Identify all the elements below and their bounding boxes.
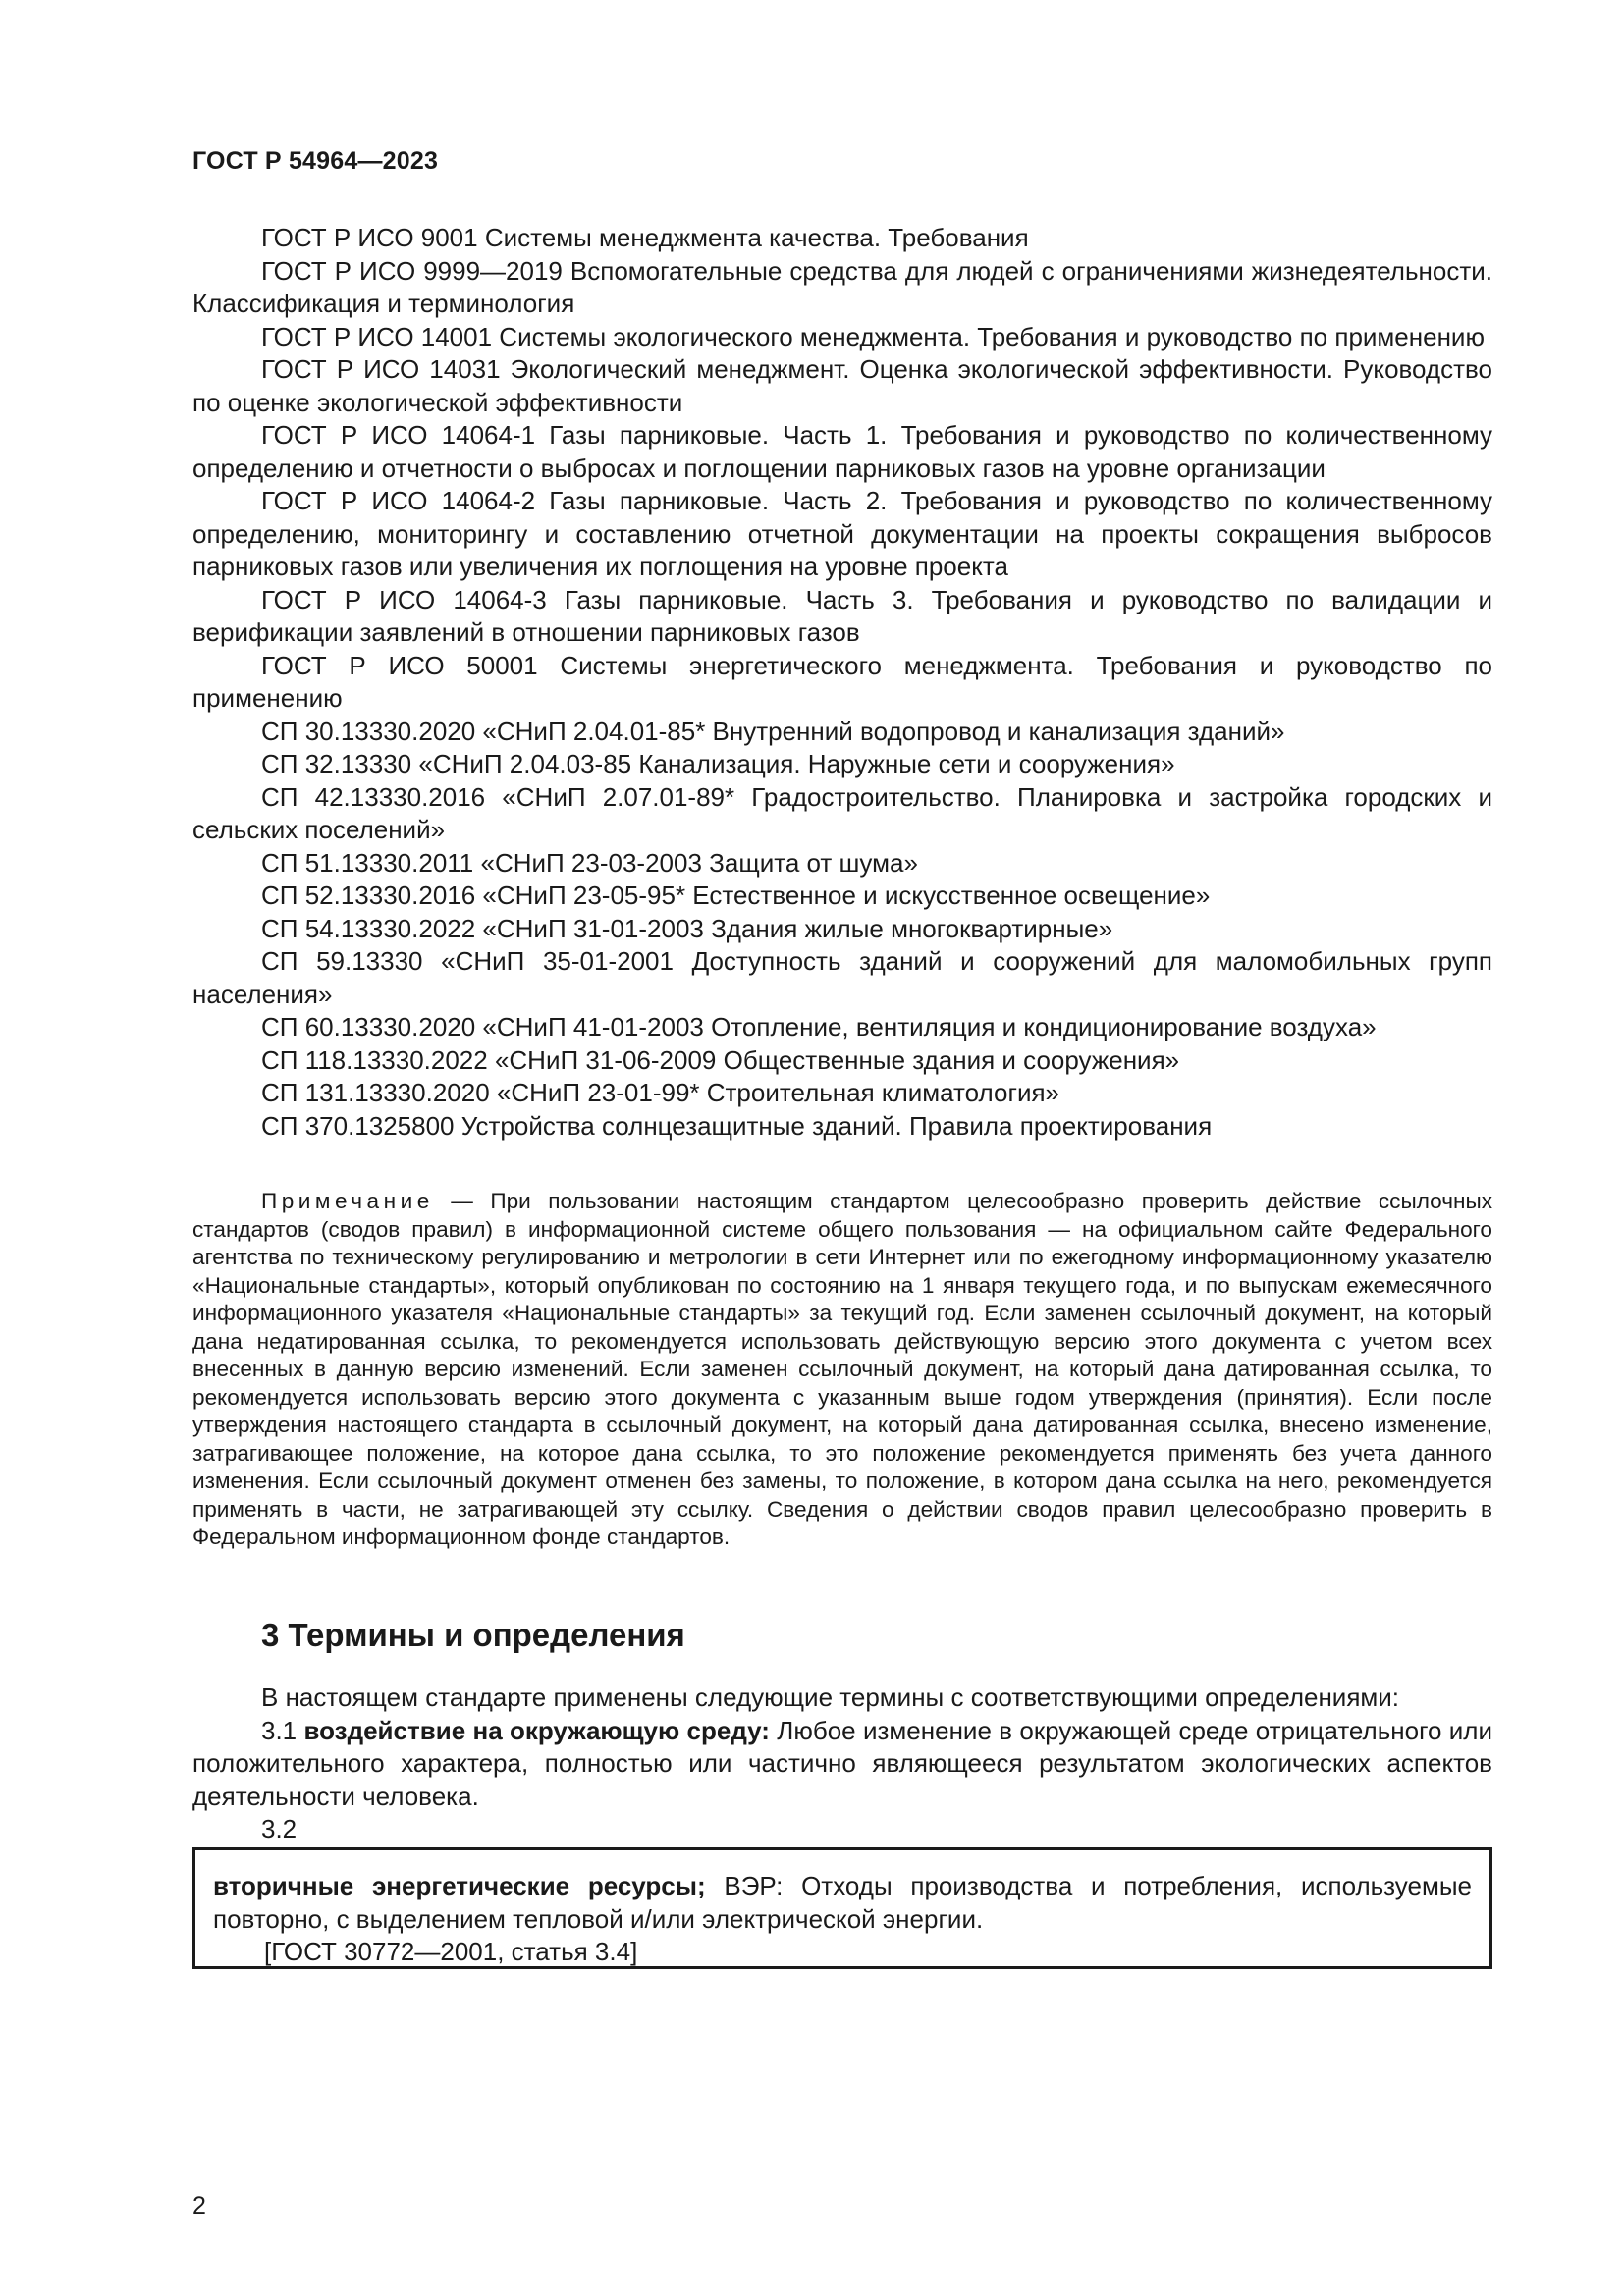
reference-item: СП 54.13330.2022 «СНиП 31-01-2003 Здания жилые многоквартирные» [261,913,1113,943]
note-block [192,1188,1492,1552]
term-name: воздействие на окружающую среду: [303,1715,770,1745]
reference-item: ГОСТ Р ИСО 14031 Экологический менеджмент. Оценка экологической эффективности. Руководство по оценке экологической эффективности [192,354,1492,417]
reference-item: СП 370.1325800 Устройства солнцезащитные зданий. Правила проектирования [261,1110,1213,1141]
term-source: [ГОСТ 30772—2001, статья 3.4] [264,1937,638,1966]
reference-item: СП 118.13330.2022 «СНиП 31-06-2009 Общественные здания и сооружения» [261,1044,1180,1075]
note-text: — При пользовании настоящим стандартом целесообразно проверить действие ссылочных стандартов (сводов правил) в информационной системе общего пользования — на официальном сайте Федерального агентства по техническому регулированию и метрологии в сети Интернет или по ежегодному информационному указателю «Национальные стандарты», который опубликован по состоянию на 1 января текущего года, и по выпускам ежемесячного информационного указателя «Национальные стандарты» за текущий год. Если заменен ссылочный документ, на который дана недатированная ссылка, то рекомендуется использовать действующую версию этого документа с учетом всех внесенных в данную версию изменений. Если заменен ссылочный документ, на который дана датированная ссылка, то рекомендуется использовать версию этого документа с указанным выше годом утверждения (принятия). Если после утверждения настоящего стандарта в ссылочный документ, на который дана датированная ссылка, внесено изменение, затрагивающее положение, на которое дана ссылка, то это положение рекомендуется применять без учета данного изменения. Если ссылочный документ отменен без замены, то положение, в котором дана ссылка на него, рекомендуется применять в части, не затрагивающей эту ссылку. Сведения о действии сводов правил целесообразно проверить в Федеральном информационном фонде стандартов. [192,1189,1492,1549]
reference-item: СП 30.13330.2020 «СНиП 2.04.01-85* Внутренний водопровод и канализация зданий» [261,716,1285,746]
reference-item: ГОСТ Р ИСО 14064-3 Газы парниковые. Часть 3. Требования и руководство по валидации и верификации заявлений в отношении парниковых газов [192,584,1492,647]
reference-item: СП 51.13330.2011 «СНиП 23-03-2003 Защита от шума» [261,847,918,878]
note-paragraph [192,1188,1492,1552]
reference-item: ГОСТ Р ИСО 14001 Системы экологического менеджмента. Требования и руководство по применению [261,321,1485,351]
term-name: вторичные энергетические ресурсы; [213,1871,706,1900]
document-code-header: ГОСТ Р 54964—2023 [192,147,439,175]
normative-references-list [192,222,1492,1143]
term-3-2-number: 3.2 [261,1814,298,1843]
note-label: Примечание [261,1189,434,1213]
reference-item: ГОСТ Р ИСО 14064-2 Газы парниковые. Часть 2. Требования и руководство по количественному определению, мониторингу и составлению отчетной документации на проекты сокращения выбросов парниковых газов или увеличения их поглощения на уровне проекта [192,486,1492,581]
reference-item: СП 42.13330.2016 «СНиП 2.07.01-89* Градостроительство. Планировка и застройка городских и сельских поселений» [192,781,1492,844]
terms-section [192,1682,1492,1846]
term-definition: ВЭР: Отходы производства и потребления, используемые повторно, с выделением тепловой и/или электрической энергии. [213,1871,1472,1934]
reference-item: ГОСТ Р ИСО 9001 Системы менеджмента качества. Требования [261,223,1029,252]
reference-item: СП 52.13330.2016 «СНиП 23-05-95* Естественное и искусственное освещение» [261,881,1211,910]
page-number: 2 [192,2192,206,2219]
term-3-1 [192,1715,1492,1814]
term-3-2-box [192,1847,1492,1969]
reference-item: СП 59.13330 «СНиП 35-01-2001 Доступность зданий и сооружений для маломобильных групп населения» [192,946,1492,1009]
term-number: 3.1 [261,1715,304,1745]
reference-item: ГОСТ Р ИСО 14064-1 Газы парниковые. Часть 1. Требования и руководство по количественному определению и отчетности о выбросах и поглощении парниковых газов на уровне организации [192,420,1492,483]
terms-intro: В настоящем стандарте применены следующие термины с соответствующими определениями: [261,1682,1400,1712]
reference-item: ГОСТ Р ИСО 50001 Системы энергетического менеджмента. Требования и руководство по применению [192,650,1492,713]
term-3-2-text [213,1870,1472,1936]
reference-item: СП 60.13330.2020 «СНиП 41-01-2003 Отопление, вентиляция и кондиционирование воздуха» [261,1012,1377,1041]
reference-item: СП 131.13330.2020 «СНиП 23-01-99* Строительная климатология» [261,1078,1060,1107]
section-title: 3 Термины и определения [261,1617,685,1653]
reference-item: ГОСТ Р ИСО 9999—2019 Вспомогательные средства для людей с ограничениями жизнедеятельности. Классификация и терминология [192,255,1492,318]
reference-item: СП 32.13330 «СНиП 2.04.03-85 Канализация. Наружные сети и сооружения» [261,749,1175,778]
term-definition: Любое изменение в окружающей среде отрицательного или положительного характера, полностью или частично являющееся результатом экологических аспектов деятельности человека. [192,1715,1492,1811]
